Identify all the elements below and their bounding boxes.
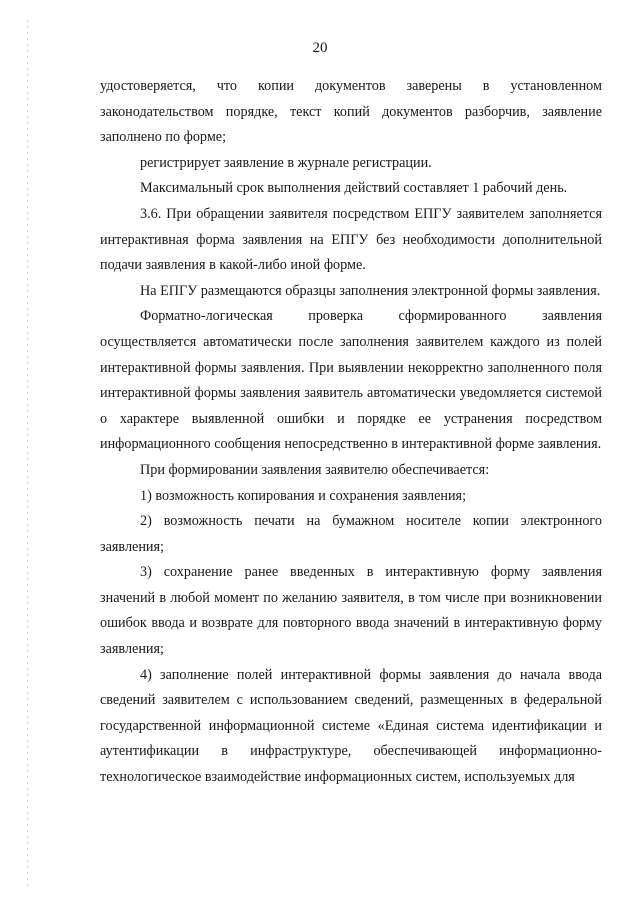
paragraph-7: При формировании заявления заявителю обеспечивается: xyxy=(140,461,490,478)
paragraph-8: 1) возможность копирования и сохранения заявления; xyxy=(140,487,467,504)
paragraph-4: 3.6. При обращении заявителя посредством ЕПГУ заявителем заполняется интерактивная форма заявления на ЕПГУ без необходимости дополнительной подачи заявления в какой-либо иной форме. xyxy=(100,205,602,274)
paragraph-6: Форматно-логическая проверка сформированного заявления осуществляется автоматически после заполнения заявителем каждого из полей интерактивной формы заявления. При выявлении некорректно заполненного поля интерактивной формы заявления заявитель автоматически уведомляется системой о характере выявленной ошибки и порядке ее устранения посредством информационного сообщения непосредственно в интерактивной форме заявления. xyxy=(100,308,602,453)
paragraph-10: 3) сохранение ранее введенных в интерактивную форму заявления значений в любой момент по желанию заявителя, в том числе при возникновении ошибок ввода и возврате для повторного ввода значений в интерактивную форму заявления; xyxy=(100,564,602,658)
body-text xyxy=(100,74,602,791)
paragraph-9: 2) возможность печати на бумажном носителе копии электронного заявления; xyxy=(100,513,602,555)
paragraph-11: 4) заполнение полей интерактивной формы заявления до начала ввода сведений заявителем с использованием сведений, размещенных в федеральной государственной информационной системе «Единая система идентификации и аутентификации в инфраструктуре, обеспечивающей информационно-технологическое взаимодействие информационных систем, используемых для xyxy=(100,666,602,786)
paragraph-2: регистрирует заявление в журнале регистрации. xyxy=(140,154,432,171)
paragraph-3: Максимальный срок выполнения действий составляет 1 рабочий день. xyxy=(140,180,568,197)
paragraph-1: удостоверяется, что копии документов заверены в установленном законодательством порядке, текст копий документов разборчив, заявление заполнено по форме; xyxy=(100,78,602,146)
scan-margin-line xyxy=(27,20,28,890)
paragraph-5: На ЕПГУ размещаются образцы заполнения электронной формы заявления. xyxy=(140,282,601,299)
page-number: 20 xyxy=(312,40,328,56)
